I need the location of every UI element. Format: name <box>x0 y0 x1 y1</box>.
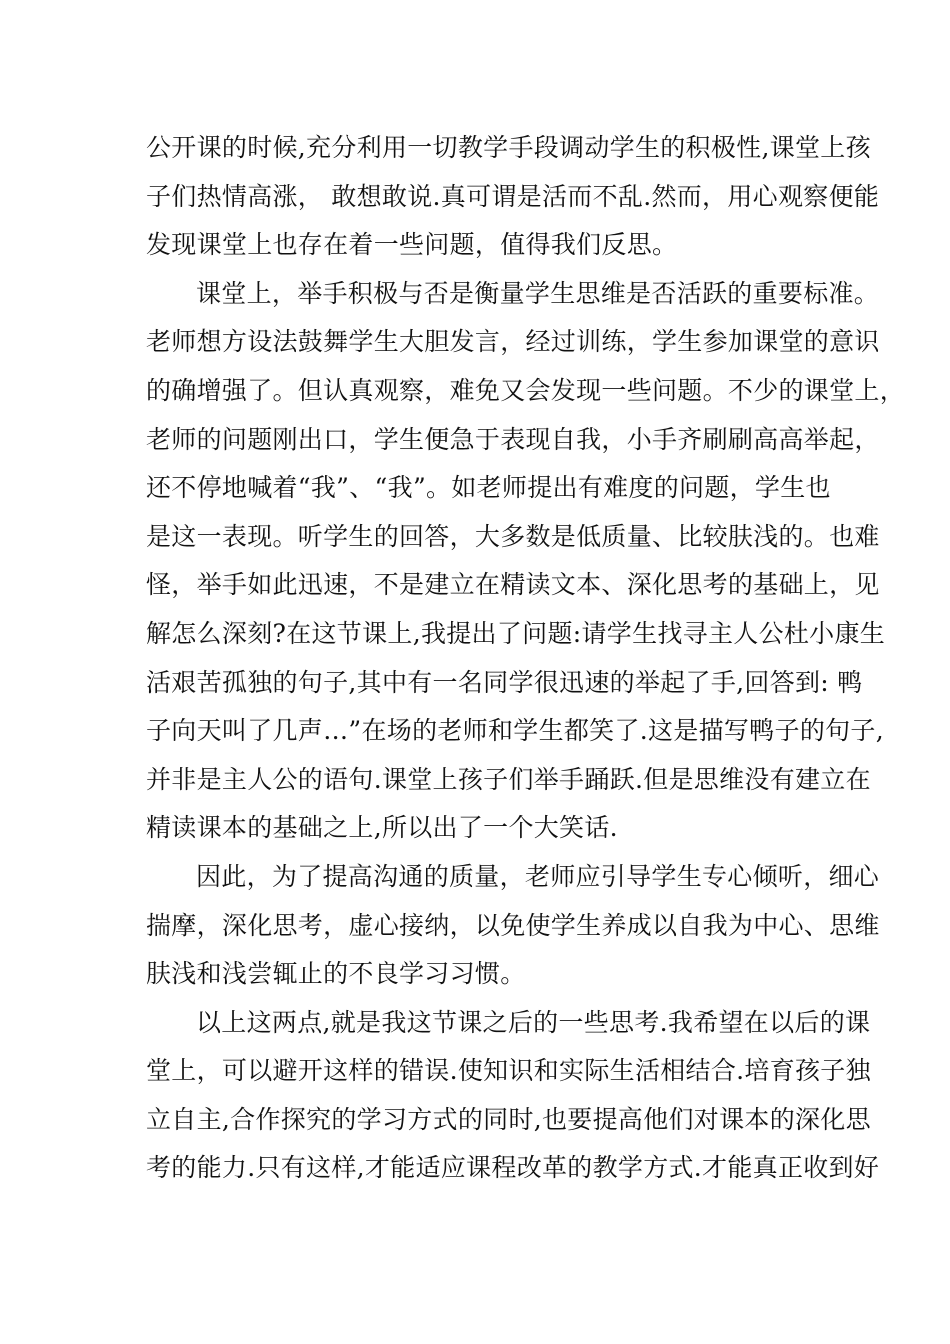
text-line-16: 因此，为了提高沟通的质量，老师应引导学生专心倾听，细心 <box>196 861 880 891</box>
text-line-11: 解怎么深刻?在这节课上,我提出了问题:请学生找寻主人公杜小康生 <box>146 618 886 648</box>
text-line-15: 精读课本的基础之上,所以出了一个大笑话. <box>146 813 618 843</box>
text-line-20: 堂上，可以避开这样的错误.使知识和实际生活相结合.培育孩子独 <box>146 1056 871 1086</box>
text-line-12: 活艰苦孤独的句子,其中有一名同学很迅速的举起了手,回答到: 鸭 <box>146 667 863 697</box>
body-text <box>146 124 906 1193</box>
text-line-1: 公开课的时候,充分利用一切教学手段调动学生的积极性,课堂上孩 <box>146 133 871 162</box>
text-line-19: 以上这两点,就是我这节课之后的一些思考.我希望在以后的课 <box>196 1007 871 1037</box>
text-line-3: 发现课堂上也存在着一些问题，值得我们反思。 <box>146 230 678 260</box>
text-line-9: 是这一表现。听学生的回答，大多数是低质量、比较肤浅的。也难 <box>146 521 880 551</box>
text-line-10: 怪，举手如此迅速，不是建立在精读文本、深化思考的基础上，见 <box>146 570 880 600</box>
text-line-8: 还不停地喊着“我”、“我”。如老师提出有难度的问题，学生也 <box>146 473 831 503</box>
text-line-7: 老师的问题刚出口，学生便急于表现自我，小手齐刷刷高高举起， <box>146 424 880 454</box>
text-line-4: 课堂上，举手积极与否是衡量学生思维是否活跃的重要标准。 <box>196 278 880 308</box>
text-line-14: 并非是主人公的语句.课堂上孩子们举手踊跃.但是思维没有建立在 <box>146 764 871 794</box>
text-line-5: 老师想方设法鼓舞学生大胆发言，经过训练，学生参加课堂的意识 <box>146 327 880 357</box>
text-line-6: 的确增强了。但认真观察，难免又会发现一些问题。不少的课堂上， <box>146 375 906 405</box>
text-line-17: 揣摩，深化思考，虚心接纳，以免使学生养成以自我为中心、思维 <box>146 910 880 940</box>
text-line-13: 子向天叫了几声…”在场的老师和学生都笑了.这是描写鸭子的句子, <box>146 716 884 746</box>
text-line-2: 子们热情高涨， 敢想敢说.真可谓是活而不乱.然而，用心观察便能 <box>146 181 880 211</box>
text-line-18: 肤浅和浅尝辄止的不良学习习惯。 <box>146 959 526 989</box>
text-line-22: 考的能力.只有这样,才能适应课程改革的教学方式.才能真正收到好 <box>146 1153 880 1183</box>
text-line-21: 立自主,合作探究的学习方式的同时,也要提高他们对课本的深化思 <box>146 1104 871 1134</box>
